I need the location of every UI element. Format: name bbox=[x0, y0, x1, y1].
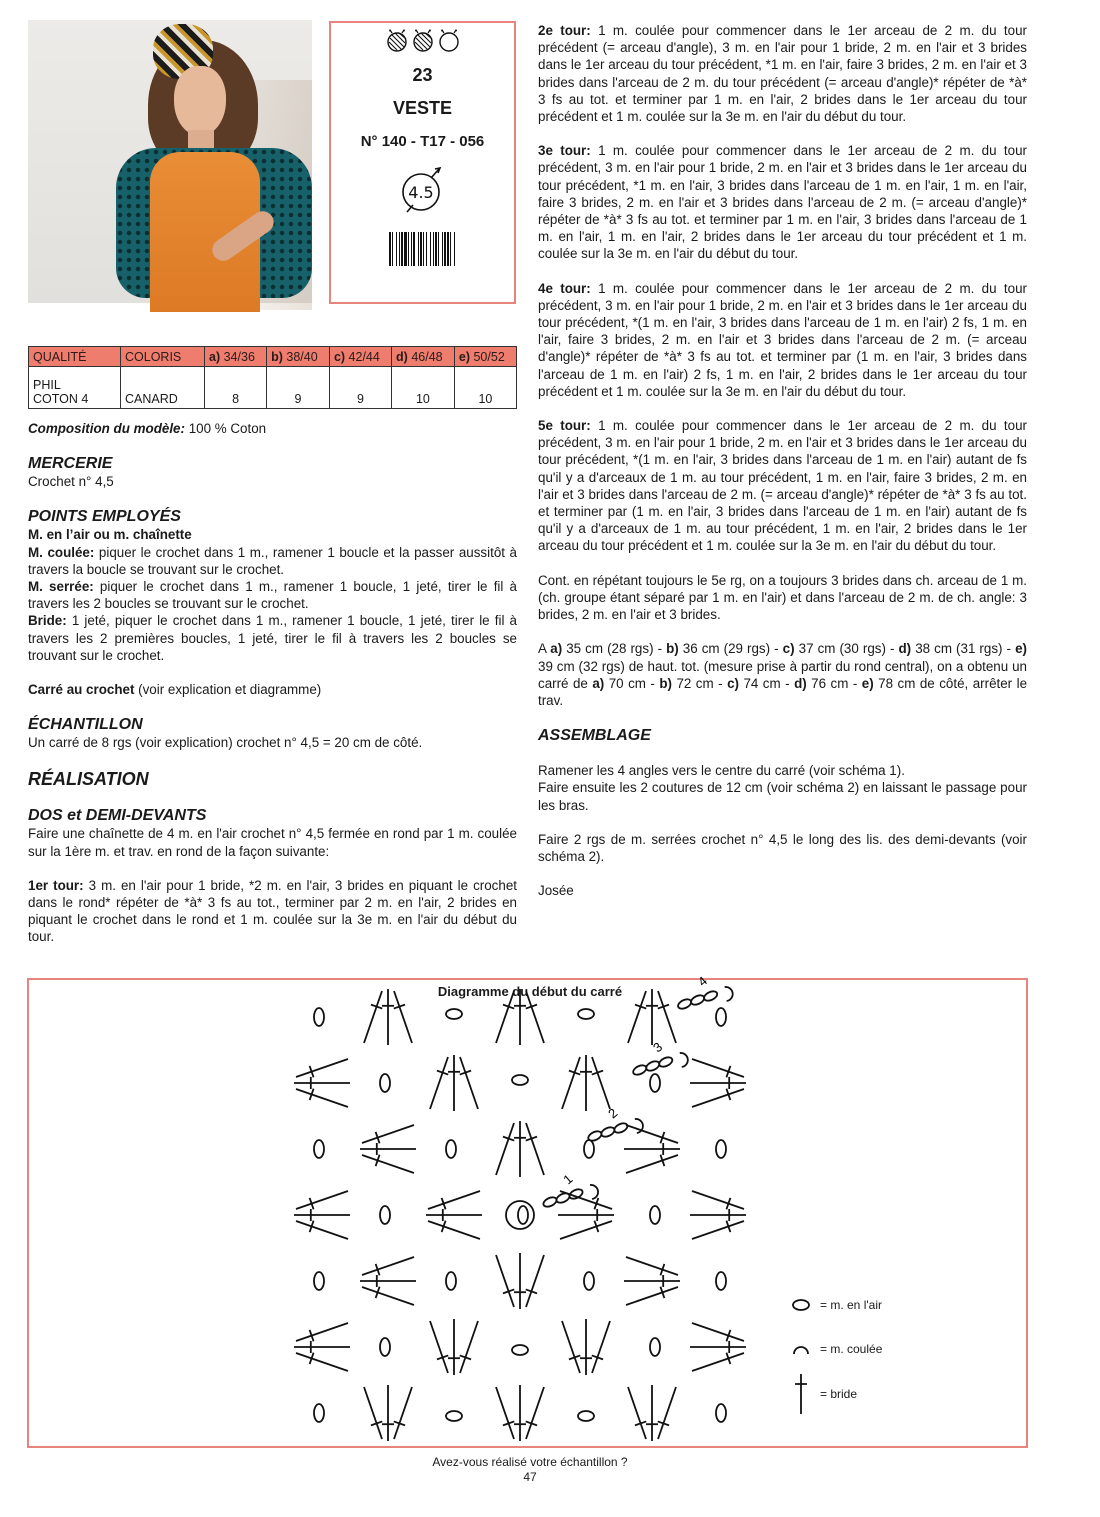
table-row bbox=[29, 367, 517, 409]
double-crochet-stitch bbox=[592, 1057, 610, 1109]
chain-stitch bbox=[314, 1008, 324, 1026]
pattern-label-card bbox=[329, 21, 516, 304]
composition: Composition du modèle: 100 % Coton bbox=[28, 421, 267, 436]
barcode bbox=[341, 232, 504, 266]
crochet-hook-icon bbox=[393, 164, 453, 216]
legend-label: = bride bbox=[820, 1387, 858, 1401]
slip-stitch bbox=[590, 1185, 598, 1199]
double-crochet-stitch bbox=[496, 1255, 514, 1307]
cell-color: CANARD bbox=[121, 367, 205, 409]
chain-oval-icon bbox=[790, 1298, 812, 1312]
chain-stitch bbox=[650, 1074, 660, 1092]
slip-stitch bbox=[680, 1053, 688, 1067]
chain-stitch bbox=[518, 1206, 528, 1224]
chain-stitch bbox=[446, 1272, 456, 1290]
double-crochet-stitch bbox=[526, 1123, 544, 1175]
assemblage-p1: Ramener les 4 angles vers le centre du carré (voir schéma 1). bbox=[538, 763, 905, 779]
cell-qty-d: 10 bbox=[392, 367, 455, 409]
yarn-table bbox=[28, 346, 517, 409]
legend-chain bbox=[790, 1298, 882, 1312]
double-crochet-stitch bbox=[626, 1125, 678, 1143]
double-crochet-stitch bbox=[626, 1257, 678, 1275]
round-label: 3 bbox=[650, 1039, 666, 1056]
chain-stitch bbox=[584, 1140, 594, 1158]
chain-stitch bbox=[578, 1009, 594, 1019]
crochet-hook-size bbox=[393, 164, 453, 216]
chain-stitch bbox=[716, 1272, 726, 1290]
double-crochet-stitch bbox=[526, 1255, 544, 1307]
left-column bbox=[28, 420, 517, 946]
chain-stitch bbox=[314, 1272, 324, 1290]
double-crochet-stitch bbox=[626, 1287, 678, 1305]
cell-qty-b: 9 bbox=[267, 367, 330, 409]
point-chain: M. en l’air ou m. chaînette bbox=[28, 527, 192, 543]
start-chain bbox=[542, 1195, 558, 1208]
double-crochet-stitch bbox=[592, 1321, 610, 1373]
double-crochet-stitch bbox=[496, 1123, 514, 1175]
double-crochet-stitch bbox=[626, 1155, 678, 1173]
double-crochet-stitch bbox=[362, 1257, 414, 1275]
point-slip-stitch: M. coulée: piquer le crochet dans 1 m., ramener 1 boucle et la passer aussitôt à travers la boucle se trouvant sur le crochet. bbox=[28, 544, 517, 577]
legend-label: = m. en l'air bbox=[820, 1298, 882, 1312]
yarn-table-header bbox=[29, 347, 517, 367]
header-size-c: c) 42/44 bbox=[329, 347, 391, 367]
slip-stitch-arc-icon bbox=[790, 1342, 812, 1356]
chain-stitch bbox=[716, 1404, 726, 1422]
chain-stitch bbox=[314, 1140, 324, 1158]
double-crochet-stitch bbox=[562, 1057, 580, 1109]
header-size-a: a) 34/36 bbox=[205, 347, 267, 367]
double-crochet-stitch bbox=[430, 1057, 448, 1109]
echantillon-title: ÉCHANTILLON bbox=[28, 716, 143, 734]
signature: Josée bbox=[538, 883, 574, 899]
chain-stitch bbox=[446, 1009, 462, 1019]
chain-stitch bbox=[314, 1404, 324, 1422]
double-crochet-stitch bbox=[430, 1321, 448, 1373]
echantillon-text: Un carré de 8 rgs (voir explication) crochet n° 4,5 = 20 cm de côté. bbox=[28, 735, 423, 751]
hook-size-value: 4.5 bbox=[407, 183, 434, 202]
header-quality: QUALITÉ bbox=[29, 347, 121, 367]
cell-qty-c: 9 bbox=[329, 367, 391, 409]
double-crochet-stitch bbox=[428, 1221, 480, 1239]
header-size-b: b) 38/40 bbox=[267, 347, 330, 367]
pattern-reference: N° 140 - T17 - 056 bbox=[360, 133, 485, 150]
right-column bbox=[538, 22, 1027, 899]
chain-stitch bbox=[650, 1206, 660, 1224]
start-chain bbox=[555, 1191, 571, 1204]
chain-stitch bbox=[716, 1008, 726, 1026]
realisation-title: RÉALISATION bbox=[28, 769, 149, 790]
round-label: 2 bbox=[605, 1105, 621, 1122]
chain-stitch bbox=[380, 1206, 390, 1224]
round-1: 1er tour: 3 m. en l'air pour 1 bride, *2 m. en l'air, 3 brides en piquant le crochet dans le rond* répéter de *à* 3 fs au tot., terminer par 2 m. en l'air, 2 brides en piquant le crochet dans le rond et 1 m. coulée sur la 3e m. en l'air du début du tour. bbox=[28, 877, 517, 945]
double-crochet-stitch bbox=[560, 1221, 612, 1239]
point-crochet-square: Carré au crochet (voir explication et diagramme) bbox=[28, 682, 322, 698]
realisation-intro: Faire une chaînette de 4 m. en l'air crochet n° 4,5 fermée en rond par 1 m. coulée sur la 1ère m. et trav. en rond de la façon suivante: bbox=[28, 826, 517, 859]
yarn-ball-filled-icon bbox=[411, 29, 435, 53]
cell-qty-e: 10 bbox=[454, 367, 516, 409]
round-label: 1 bbox=[560, 1171, 576, 1188]
chain-stitch bbox=[512, 1075, 528, 1085]
double-crochet-stitch bbox=[428, 1191, 480, 1209]
double-crochet-stitch bbox=[562, 1321, 580, 1373]
continue-text: Cont. en répétant toujours le 5e rg, on a toujours 3 brides dans ch. arceau de 1 m. (ch. groupe étant séparé par 1 m. en l'air) et dans l'arceau de 2 m. de ch. angle: 3 brides, 2 m. en l'air et 3 brides. bbox=[538, 572, 1027, 623]
double-crochet-stitch bbox=[460, 1321, 478, 1373]
chain-stitch bbox=[650, 1338, 660, 1356]
mercerie-title: MERCERIE bbox=[28, 455, 113, 473]
round-3: 3e tour: 1 m. coulée pour commencer dans le 1er arceau de 2 m. du tour précédent, 3 m. en l'air pour 1 bride, 2 m. en l'air et 3 brides dans le 1er arceau du tour précédent, *1 m. en l'air, 3 brides dans l'arceau de 1 m. en l'air, 1 m. en l'air, faire 3 brides, 2 m. en l'air et 3 brides dans l'arceau de 2 m. (= arceau d'angle)* répéter de *à* 3 fs au tot. et terminer par 1 m. en l'air, 3 brides dans l'arceau de 1 m. en l'air, 1 m. en l'air, 2 brides dans le 1er arceau du tour précédent et 1 m. coulée sur la 3e m. en l'air du début du tour. bbox=[538, 143, 1027, 262]
header-size-d: d) 46/48 bbox=[392, 347, 455, 367]
legend-slip bbox=[790, 1342, 882, 1356]
assemblage-p2: Faire ensuite les 2 coutures de 12 cm (voir schéma 2) en laissant le passage pour les bras. bbox=[538, 780, 1027, 813]
start-chain bbox=[613, 1121, 629, 1134]
garment-type: VESTE bbox=[392, 98, 453, 118]
start-chain bbox=[645, 1059, 661, 1072]
chain-stitch bbox=[380, 1074, 390, 1092]
cell-quality: PHIL COTON 4 bbox=[29, 367, 121, 409]
chain-stitch bbox=[716, 1140, 726, 1158]
dos-title: DOS et DEMI-DEVANTS bbox=[28, 807, 207, 825]
header-color: COLORIS bbox=[121, 347, 205, 367]
measurements: A a) 35 cm (28 rgs) - b) 36 cm (29 rgs) - c) 37 cm (30 rgs) - d) 38 cm (31 rgs) - e) 39 cm (32 rgs) de haut. tot. (mesure prise à partir du rond central), on a obtenu un carré de a) 70 cm - b) 72 cm - c) 74 cm - d) 76 cm - e) 78 cm de côté, arrêter le trav. bbox=[538, 641, 1028, 708]
start-chain bbox=[658, 1055, 674, 1068]
chain-stitch bbox=[380, 1338, 390, 1356]
assemblage-p3: Faire 2 rgs de m. serrées crochet n° 4,5 le long des lis. des demi-devants (voir schéma 2). bbox=[538, 831, 1027, 864]
difficulty-rating bbox=[331, 29, 514, 53]
legend-bride bbox=[790, 1372, 857, 1416]
points-title: POINTS EMPLOYÉS bbox=[28, 508, 181, 526]
assemblage-title: ASSEMBLAGE bbox=[538, 727, 651, 745]
model-number: 23 bbox=[412, 65, 433, 85]
barcode-bar bbox=[455, 232, 457, 266]
header-size-e: e) 50/52 bbox=[454, 347, 516, 367]
yarn-ball-empty-icon bbox=[437, 29, 461, 53]
chain-stitch bbox=[446, 1140, 456, 1158]
model-photo bbox=[28, 20, 312, 303]
legend-label: = m. coulée bbox=[820, 1342, 883, 1356]
start-chain bbox=[632, 1063, 648, 1076]
double-crochet-stitch bbox=[362, 1287, 414, 1305]
double-crochet-icon bbox=[790, 1372, 812, 1416]
chain-stitch bbox=[578, 1411, 594, 1421]
round-label: 4 bbox=[694, 973, 711, 990]
chain-stitch bbox=[446, 1411, 462, 1421]
chain-stitch bbox=[512, 1345, 528, 1355]
double-crochet-stitch bbox=[362, 1125, 414, 1143]
round-5: 5e tour: 1 m. coulée pour commencer dans le 1er arceau de 2 m. du tour précédent, 3 m. en l'air pour 1 bride, 2 m. en l'air et 3 brides dans le 1er arceau du tour précédent, *(1 m. en l'air, 3 brides dans l'arceau de 1 m. en l'air) autant de fs qu'il y a d'arceaux de 1 m. au tour précédent, 1 m. en l'air, faire 3 brides, 2 m. en l'air et 3 brides dans l'arceau de 2 m. (= arceau d'angle)* répéter de *à* 3 fs au tot. et terminer par (1 m. en l'air, 3 brides dans l'arceau de 1 m. en l'air) autant de fs qu'il y a d'arceaux de 1 m. au tour précédent, 1 m. en l'air, 2 brides dans le 1er arceau du tour précédent et 1 m. coulée sur la 3e m. en l'air du début du tour. bbox=[538, 418, 1027, 554]
cell-qty-a: 8 bbox=[205, 367, 267, 409]
start-chain bbox=[600, 1125, 616, 1138]
round-4: 4e tour: 1 m. coulée pour commencer dans le 1er arceau de 2 m. du tour précédent, 3 m. en l'air pour 1 bride, 2 m. en l'air et 3 brides dans le 1er arceau du tour précédent, *(1 m. en l'air, 3 brides dans l'arceau de 1 m. en l'air) 2 fs, 1 m. en l'air, faire 3 brides, 2 m. en l'air et 3 brides dans l'arceau de 2 m. (= arceau d'angle)* répéter de *à* 3 fs au tot. et terminer par (1 m. en l'air, 3 brides dans l'arceau de 1 m. en l'air) 2 fs, 1 m. en l'air, 2 brides dans le 1er arceau du tour précédent et 1 m. coulée sur la 3e m. en l'air du début du tour. bbox=[538, 280, 1027, 399]
point-single-crochet: M. serrée: piquer le crochet dans 1 m., ramener 1 boucle, 1 jeté, tirer le fil à travers les 2 boucles se trouvant sur le crochet. bbox=[28, 579, 517, 612]
page-number: 47 bbox=[523, 1470, 537, 1484]
double-crochet-stitch bbox=[362, 1155, 414, 1173]
chain-stitch bbox=[584, 1272, 594, 1290]
photo-face bbox=[174, 66, 226, 136]
slip-stitch bbox=[635, 1119, 643, 1133]
center-ring bbox=[506, 1201, 534, 1229]
point-double-crochet: Bride: 1 jeté, piquer le crochet dans 1 m., ramener 1 boucle, 1 jeté, tirer le fil à travers les 2 premières boucles, 1 jeté, tirer le fil à travers les 2 boucles se trouvant sur le crochet. bbox=[28, 613, 517, 663]
diagram-title: Diagramme du début du carré bbox=[437, 984, 623, 999]
yarn-ball-filled-icon bbox=[385, 29, 409, 53]
mercerie-text: Crochet n° 4,5 bbox=[28, 474, 114, 490]
round-2: 2e tour: 1 m. coulée pour commencer dans le 1er arceau de 2 m. du tour précédent (= arceau d'angle), 3 m. en l'air pour 1 bride, 2 m. en l'air et 3 brides dans le 1er arceau du tour précédent, *1 m. en l'air, faire 3 brides, 2 m. en l'air et 3 brides dans l'arceau de 2 m. du tour précédent (= arceau d'angle)* répéter de *à* 3 fs au tot. et terminer par 1 m. en l'air, 2 brides dans le 1er arceau du tour précédent et 1 m. coulée sur la 3e m. en l'air du début du tour. bbox=[538, 23, 1027, 125]
start-chain bbox=[587, 1129, 603, 1142]
footer-question: Avez-vous réalisé votre échantillon ? bbox=[432, 1455, 628, 1469]
double-crochet-stitch bbox=[460, 1057, 478, 1109]
